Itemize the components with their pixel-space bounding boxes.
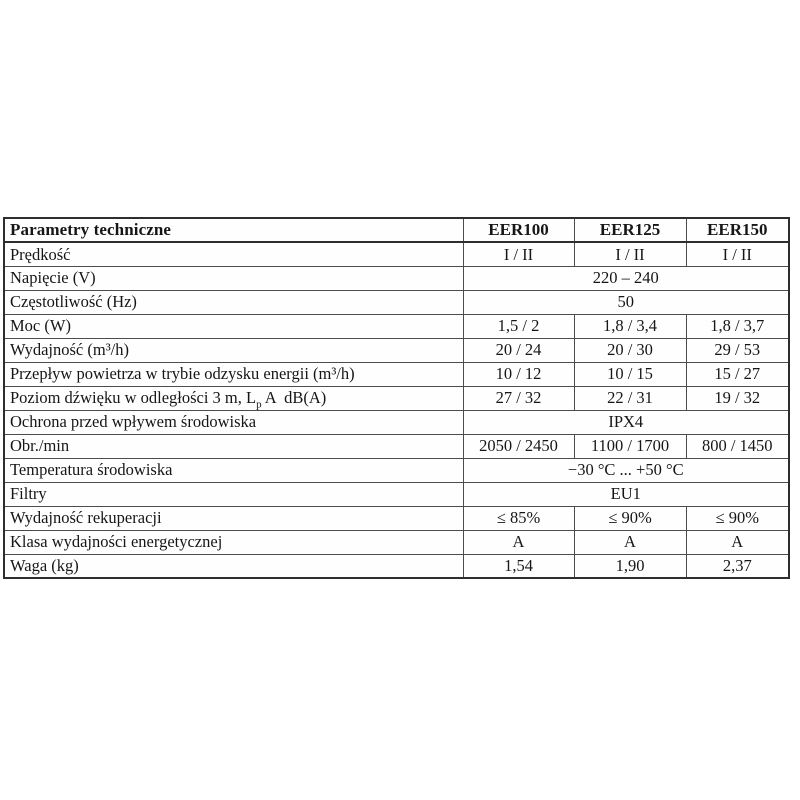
param-value: 1,8 / 3,7 [686, 314, 789, 338]
table-row-energy-class [4, 530, 789, 554]
spec-table [3, 217, 790, 579]
param-value: 15 / 27 [686, 362, 789, 386]
table-row-sound-level [4, 386, 789, 410]
param-value: 29 / 53 [686, 338, 789, 362]
table-row-capacity [4, 338, 789, 362]
param-value: I / II [686, 242, 789, 266]
param-value: 2050 / 2450 [463, 434, 574, 458]
param-value: 800 / 1450 [686, 434, 789, 458]
table-row-speed [4, 242, 789, 266]
param-value: 1100 / 1700 [574, 434, 686, 458]
param-value: 2,37 [686, 554, 789, 578]
param-label: Filtry [4, 482, 463, 506]
sound-label-suffix: A dB(A) [261, 388, 327, 408]
param-value: 19 / 32 [686, 386, 789, 410]
param-value-span: −30 °C ... +50 °C [463, 458, 789, 482]
column-header-eer125: EER125 [574, 218, 686, 242]
param-label: Moc (W) [4, 314, 463, 338]
param-label: Napięcie (V) [4, 266, 463, 290]
param-value-span: EU1 [463, 482, 789, 506]
param-value: I / II [574, 242, 686, 266]
param-value: 27 / 32 [463, 386, 574, 410]
param-value-span: IPX4 [463, 410, 789, 434]
param-value: ≤ 85% [463, 506, 574, 530]
param-label: Waga (kg) [4, 554, 463, 578]
param-value: 20 / 24 [463, 338, 574, 362]
param-value: I / II [463, 242, 574, 266]
sound-label-prefix: Poziom dźwięku w odległości 3 m, L [10, 388, 257, 408]
param-label: Ochrona przed wpływem środowiska [4, 410, 463, 434]
param-value: 1,8 / 3,4 [574, 314, 686, 338]
param-value: ≤ 90% [574, 506, 686, 530]
param-label: Wydajność rekuperacji [4, 506, 463, 530]
param-value: 1,90 [574, 554, 686, 578]
param-label [4, 386, 463, 410]
table-row-frequency [4, 290, 789, 314]
table-row-power [4, 314, 789, 338]
column-header-eer150: EER150 [686, 218, 789, 242]
param-label: Obr./min [4, 434, 463, 458]
param-label: Częstotliwość (Hz) [4, 290, 463, 314]
param-value-span: 220 – 240 [463, 266, 789, 290]
table-row-protection [4, 410, 789, 434]
param-label: Przepływ powietrza w trybie odzysku energii (m³/h) [4, 362, 463, 386]
table-title: Parametry techniczne [4, 218, 463, 242]
param-value: A [574, 530, 686, 554]
param-value: 22 / 31 [574, 386, 686, 410]
param-label: Klasa wydajności energetycznej [4, 530, 463, 554]
param-value-span: 50 [463, 290, 789, 314]
param-label: Prędkość [4, 242, 463, 266]
param-value: 10 / 15 [574, 362, 686, 386]
table-row-airflow-recovery [4, 362, 789, 386]
column-header-eer100: EER100 [463, 218, 574, 242]
table-row-rpm [4, 434, 789, 458]
param-value: A [463, 530, 574, 554]
param-value: 10 / 12 [463, 362, 574, 386]
param-value: A [686, 530, 789, 554]
param-label: Temperatura środowiska [4, 458, 463, 482]
table-row-filters [4, 482, 789, 506]
param-label: Wydajność (m³/h) [4, 338, 463, 362]
param-value: 20 / 30 [574, 338, 686, 362]
param-value: ≤ 90% [686, 506, 789, 530]
sound-label-subscript: p [256, 398, 262, 410]
table-header-row [4, 218, 789, 242]
table-row-weight [4, 554, 789, 578]
table-row-temperature [4, 458, 789, 482]
table-row-voltage [4, 266, 789, 290]
param-value: 1,54 [463, 554, 574, 578]
table-row-recuperation-efficiency [4, 506, 789, 530]
param-value: 1,5 / 2 [463, 314, 574, 338]
